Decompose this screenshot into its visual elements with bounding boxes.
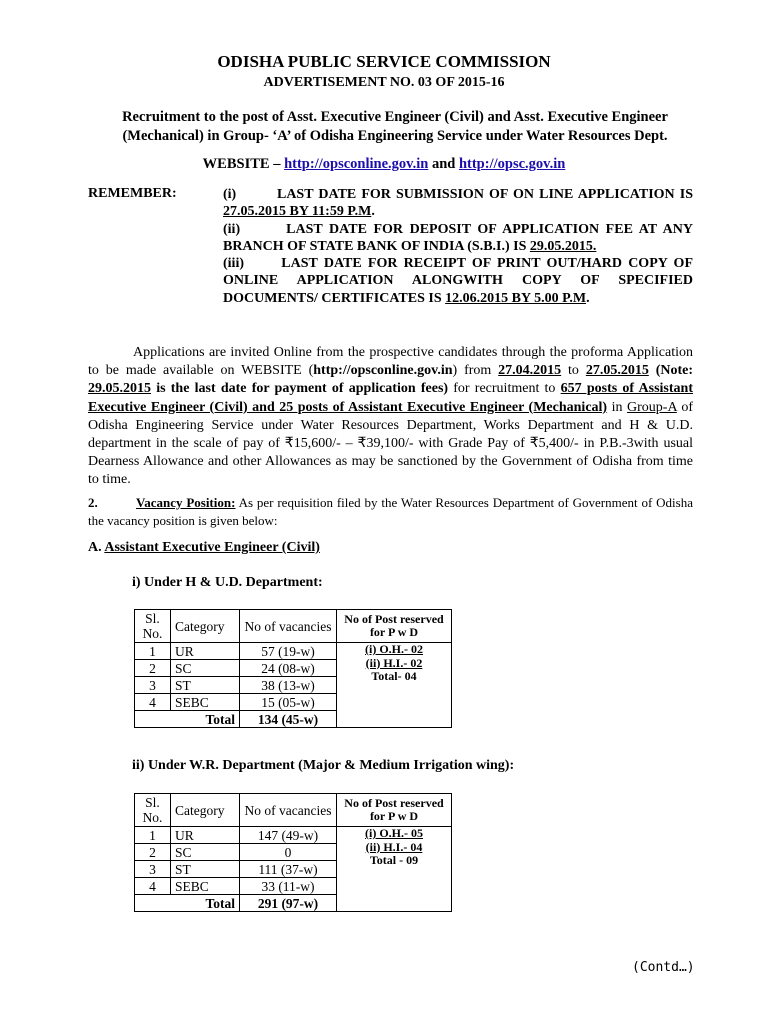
website-link-opsc[interactable]: http://opsc.gov.in — [458, 156, 566, 172]
intro-text-2: ) from — [452, 363, 499, 379]
cell-sl: 4 — [135, 694, 171, 711]
section-a-title: Assistant Executive Engineer (Civil) — [104, 540, 320, 555]
cell-vacancies: 147 (49-w) — [240, 827, 337, 844]
cell-category: ST — [171, 861, 240, 878]
header-vacancies: No of vacancies — [240, 610, 337, 643]
header-sl: Sl. No. — [135, 794, 171, 827]
remember-item-3-text: DOCUMENTS/ CERTIFICATES IS — [223, 290, 446, 306]
section-number: 2. — [88, 495, 98, 510]
cell-sl: 4 — [135, 878, 171, 895]
intro-text-3: to — [561, 363, 586, 379]
total-label: Total — [135, 895, 240, 912]
advertisement-number: ADVERTISEMENT NO. 03 OF 2015-16 — [263, 75, 505, 90]
vacancy-position-section — [88, 494, 693, 529]
cell-category: SC — [171, 844, 240, 861]
cell-vacancies: 24 (08-w) — [240, 660, 337, 677]
header-pwd: No of Post reserved for P w D — [337, 610, 452, 643]
table-row — [135, 643, 452, 660]
cell-category: UR — [171, 643, 240, 660]
cell-vacancies: 111 (37-w) — [240, 861, 337, 878]
cell-category: SEBC — [171, 878, 240, 895]
intro-text-4: for recruitment to — [448, 381, 561, 397]
intro-url: http://opsconline.gov.in — [313, 363, 453, 379]
continued-marker: (Contd…) — [632, 960, 695, 975]
remember-item-3-line-3 — [223, 290, 693, 307]
start-date: 27.04.2015 — [498, 363, 562, 379]
pwd-total: Total- 04 — [371, 669, 417, 683]
total-label: Total — [135, 711, 240, 728]
pwd-oh: (i) O.H.- 05 — [365, 826, 423, 840]
table-header-row — [135, 794, 452, 827]
group-label: Group-A — [627, 399, 677, 415]
submission-deadline: 27.05.2015 BY 11:59 P.M — [223, 204, 372, 220]
header-pwd: No of Post reserved for P w D — [337, 794, 452, 827]
pwd-hi: (ii) H.I.- 04 — [365, 839, 423, 854]
vacancy-table-hud — [134, 609, 452, 728]
cell-vacancies: 33 (11-w) — [240, 878, 337, 895]
cell-vacancies: 0 — [240, 844, 337, 861]
commission-title: ODISHA PUBLIC SERVICE COMMISSION — [217, 52, 551, 71]
cell-sl: 2 — [135, 844, 171, 861]
table-row — [135, 827, 452, 844]
intro-note-text: is the last date for payment of application fees) — [151, 381, 449, 397]
header-category: Category — [171, 610, 240, 643]
remember-item-3-end: . — [586, 290, 590, 306]
vacancy-position-text: As per requisition filed by the Water Resources Department of Government of Odisha the vacancy position is given below: — [88, 495, 693, 528]
cell-sl: 3 — [135, 677, 171, 694]
pwd-total: Total - 09 — [369, 853, 419, 867]
table-header-row — [135, 610, 452, 643]
cell-category: ST — [171, 677, 240, 694]
pwd-reservation-cell — [337, 643, 452, 728]
vacancy-table-wr — [134, 793, 452, 912]
table-1-title: i) Under H & U.D. Department: — [132, 575, 323, 590]
remember-item-1-end: . — [371, 204, 375, 220]
posts-summary: 657 posts of Assistant Executive Engineer (Civil) and 25 posts of Assistant Executive Engineer (Mechanical) — [88, 381, 693, 415]
remember-item-3-line-1: (iii) LAST DATE FOR RECEIPT OF PRINT OUT/HARD COPY OF — [223, 256, 693, 272]
cell-category: UR — [171, 827, 240, 844]
cell-sl: 2 — [135, 660, 171, 677]
cell-sl: 3 — [135, 861, 171, 878]
pwd-reservation-cell — [337, 827, 452, 912]
cell-vacancies: 15 (05-w) — [240, 694, 337, 711]
remember-item-1-line-1: (i) LAST DATE FOR SUBMISSION OF ON LINE APPLICATION IS — [223, 187, 693, 202]
total-vacancies: 134 (45-w) — [240, 711, 337, 728]
cell-vacancies: 38 (13-w) — [240, 677, 337, 694]
cell-category: SC — [171, 660, 240, 677]
pwd-oh: (i) O.H.- 02 — [365, 642, 423, 656]
remember-list — [223, 186, 693, 307]
fee-deadline: 29.05.2015. — [529, 238, 597, 254]
table-2-title: ii) Under W.R. Department (Major & Medium Irrigation wing): — [132, 758, 515, 773]
header-vacancies: No of vacancies — [240, 794, 337, 827]
website-label: WEBSITE – — [202, 156, 281, 172]
remember-item-2-text: BRANCH OF STATE BANK OF INDIA (S.B.I.) IS — [223, 238, 530, 254]
section-a-prefix: A. — [88, 540, 105, 555]
intro-paragraph — [88, 344, 693, 490]
intro-text-1: Applications are invited Online from the prospective candidates through the proforma Application to be made available on WEBSITE ( — [88, 345, 693, 379]
header-category: Category — [171, 794, 240, 827]
cell-category: SEBC — [171, 694, 240, 711]
cell-sl: 1 — [135, 827, 171, 844]
remember-item-2-line-1: (ii) LAST DATE FOR DEPOSIT OF APPLICATION FEE AT ANY — [223, 221, 693, 237]
website-line — [0, 156, 768, 173]
pwd-hi: (ii) H.I.- 02 — [365, 655, 423, 670]
end-date: 27.05.2015 — [585, 363, 649, 379]
section-a-heading — [88, 540, 320, 556]
vacancy-position-title: Vacancy Position: — [136, 495, 236, 510]
remember-item-1-line-2 — [223, 203, 693, 220]
recruitment-subject: Recruitment to the post of Asst. Executive Engineer (Civil) and Asst. Executive Engineer (Mechanical) in Group- ‘A’ of Odisha Engineering Service under Water Resources Dept. — [122, 109, 668, 144]
intro-text-5: in — [607, 399, 628, 415]
remember-item-3-line-2: ONLINE APPLICATION ALONGWITH COPY OF SPECIFIED — [223, 273, 693, 289]
remember-label: REMEMBER: — [88, 186, 177, 201]
cell-sl: 1 — [135, 643, 171, 660]
intro-text-6: of Odisha Engineering Service under Water Resources Department, Works Department and H & U.D. department in the scale of pay of ₹15,600/- – ₹39,100/- with Grade Pay of ₹5,400/- in P.B.-3with usual Dearness Allowance and other Allowances as may be sanctioned by the Government of Odisha from time to time. — [88, 399, 693, 488]
hardcopy-deadline: 12.06.2015 BY 5.00 P.M — [445, 290, 587, 306]
header-sl: Sl. No. — [135, 610, 171, 643]
intro-note-open: (Note: — [648, 363, 693, 379]
website-and: and — [431, 156, 456, 172]
fee-date: 29.05.2015 — [88, 381, 151, 397]
remember-item-2-line-2 — [223, 238, 693, 255]
cell-vacancies: 57 (19-w) — [240, 643, 337, 660]
total-vacancies: 291 (97-w) — [240, 895, 337, 912]
website-link-opsconline[interactable]: http://opsconline.gov.in — [284, 156, 429, 172]
